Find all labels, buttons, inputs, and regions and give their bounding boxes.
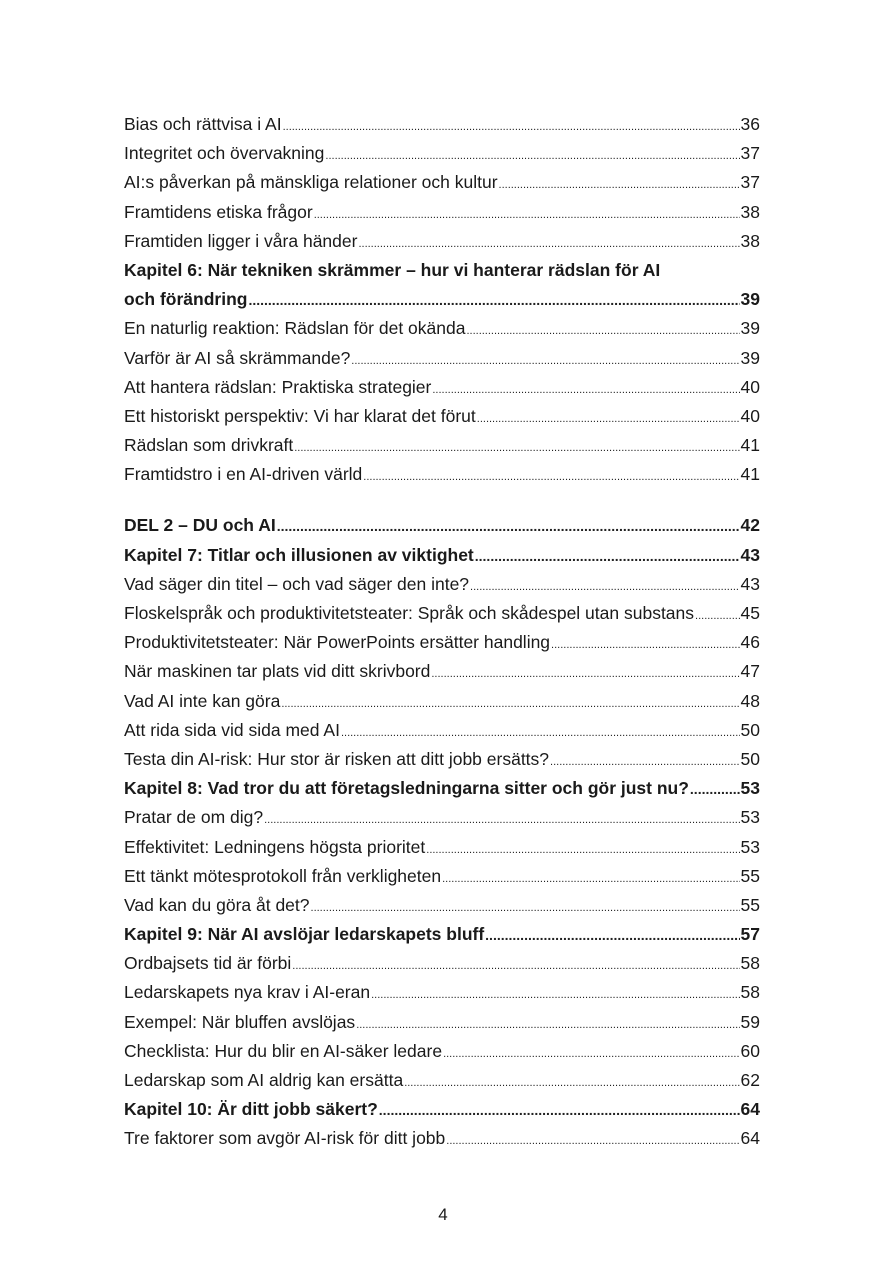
dot-leader <box>551 631 739 660</box>
toc-entry[interactable] <box>124 431 760 460</box>
toc-entry-page: 64 <box>740 1128 760 1149</box>
toc-entry-page: 53 <box>740 778 760 799</box>
toc-entry-page: 58 <box>740 982 760 1003</box>
dot-leader <box>371 981 739 1010</box>
dot-leader <box>690 775 740 804</box>
toc-entry-page: 41 <box>740 435 760 456</box>
toc-entry[interactable] <box>124 227 760 256</box>
dot-leader <box>294 434 739 463</box>
toc-chapter-entry[interactable] <box>124 541 760 570</box>
toc-section <box>124 511 760 1153</box>
toc-entry-title: DEL 2 – DU och AI <box>124 515 276 536</box>
toc-entry-title: Bias och rättvisa i AI <box>124 114 282 134</box>
toc-entry-title: Ledarskapets nya krav i AI-eran <box>124 982 371 1003</box>
toc-entry-page: 37 <box>740 143 760 164</box>
toc-entry-title: Ordbajsets tid är förbi <box>124 953 292 974</box>
toc-entry[interactable] <box>124 803 760 832</box>
toc-entry[interactable] <box>124 1008 760 1037</box>
toc-entry[interactable] <box>124 402 760 431</box>
dot-leader <box>325 142 739 171</box>
toc-entry[interactable] <box>124 168 760 197</box>
toc-entry-title: Framtiden ligger i våra händer <box>124 230 358 251</box>
toc-entry-title: Ett historiskt perspektiv: Vi har klarat det förut <box>124 405 476 426</box>
toc-entry-page: 40 <box>740 376 760 397</box>
dot-leader <box>264 806 739 835</box>
toc-entry-page: 41 <box>740 464 760 485</box>
toc-entry-title: Pratar de om dig? <box>124 807 264 828</box>
toc-entry-page: 39 <box>740 347 760 368</box>
dot-leader <box>446 1127 739 1156</box>
dot-leader <box>404 1069 739 1098</box>
toc-entry-title-line1: Kapitel 6: När tekniken skrämmer – hur vi hanterar rädslan för AI <box>124 259 661 280</box>
toc-entry-page: 46 <box>740 632 760 653</box>
toc-entry[interactable] <box>124 862 760 891</box>
toc-entry-title-line2: och förändring <box>124 289 248 310</box>
dot-leader <box>248 286 739 315</box>
dot-leader <box>358 230 739 259</box>
dot-leader <box>379 1096 740 1125</box>
toc-entry-title: Att rida sida vid sida med AI <box>124 719 340 740</box>
toc-entry-page: 40 <box>740 405 760 426</box>
toc-entry-page: 57 <box>740 924 760 945</box>
toc-entry-title: Vad AI inte kan göra <box>124 690 281 711</box>
toc-entry[interactable] <box>124 198 760 227</box>
toc-chapter-entry[interactable] <box>124 1095 760 1124</box>
toc-entry-title: Tre faktorer som avgör AI-risk för ditt jobb <box>124 1128 446 1149</box>
toc-entry[interactable] <box>124 1124 760 1153</box>
toc-entry-page: 38 <box>740 201 760 222</box>
toc-entry[interactable] <box>124 570 760 599</box>
table-of-contents <box>124 110 760 1154</box>
toc-entry-title: Testa din AI-risk: Hur stor är risken att ditt jobb ersätts? <box>124 748 550 769</box>
toc-entry-page: 50 <box>740 719 760 740</box>
toc-entry[interactable] <box>124 139 760 168</box>
dot-leader <box>550 748 740 777</box>
toc-entry[interactable] <box>124 1037 760 1066</box>
toc-entry-title: Ett tänkt mötesprotokoll från verkligheten <box>124 865 442 886</box>
dot-leader <box>443 1040 739 1069</box>
dot-leader <box>351 347 739 376</box>
toc-entry-page: 45 <box>740 603 760 623</box>
toc-chapter-entry[interactable] <box>124 511 760 540</box>
toc-entry-page: 59 <box>740 1011 760 1032</box>
dot-leader <box>695 602 740 631</box>
page-number: 4 <box>438 1205 448 1224</box>
dot-leader <box>314 201 740 230</box>
toc-entry-title: Kapitel 8: Vad tror du att företagsledningarna sitter och gör just nu? <box>124 778 689 799</box>
section-spacer <box>124 489 760 511</box>
toc-entry-page: 60 <box>740 1040 760 1061</box>
toc-entry-page: 58 <box>740 953 760 974</box>
toc-entry[interactable] <box>124 833 760 862</box>
dot-leader <box>485 921 739 950</box>
toc-entry-title: När maskinen tar plats vid ditt skrivbord <box>124 661 431 682</box>
toc-entry-page: 48 <box>740 690 760 711</box>
toc-entry-page: 42 <box>740 515 760 536</box>
toc-entry-title: Kapitel 7: Titlar och illusionen av viktighet <box>124 544 474 565</box>
dot-leader <box>292 952 739 981</box>
dot-leader <box>426 836 739 865</box>
toc-entry-title: Framtidstro i en AI-driven värld <box>124 464 363 485</box>
toc-entry-title: Produktivitetsteater: När PowerPoints ersätter handling <box>124 632 551 653</box>
toc-entry-title: AI:s påverkan på mänskliga relationer och kultur <box>124 172 498 193</box>
toc-entry-title: Ledarskap som AI aldrig kan ersätta <box>124 1070 404 1090</box>
toc-entry-page: 38 <box>740 230 760 251</box>
toc-entry[interactable] <box>124 657 760 686</box>
toc-entry-title: En naturlig reaktion: Rädslan för det okända <box>124 318 466 339</box>
dot-leader <box>470 573 739 602</box>
toc-entry-title: Exempel: När bluffen avslöjas <box>124 1011 356 1032</box>
toc-chapter-entry[interactable] <box>124 256 760 314</box>
toc-entry-title: Kapitel 10: Är ditt jobb säkert? <box>124 1099 378 1120</box>
toc-entry-page: 37 <box>740 172 760 193</box>
toc-entry[interactable] <box>124 599 760 628</box>
toc-entry-title: Framtidens etiska frågor <box>124 201 313 222</box>
toc-entry-title: Effektivitet: Ledningens högsta prioritet <box>124 836 426 857</box>
toc-entry-title: Vad kan du göra åt det? <box>124 894 310 915</box>
toc-entry-page: 50 <box>740 748 760 769</box>
toc-entry-title: Att hantera rädslan: Praktiska strategier <box>124 376 432 397</box>
toc-entry-page: 47 <box>740 661 760 682</box>
toc-chapter-entry[interactable] <box>124 920 760 949</box>
dot-leader <box>442 865 739 894</box>
toc-section <box>124 110 760 256</box>
dot-leader <box>277 512 740 541</box>
toc-entry-page: 43 <box>740 544 760 565</box>
toc-entry[interactable] <box>124 716 760 745</box>
toc-section <box>124 314 760 489</box>
toc-entry-page: 55 <box>740 894 760 915</box>
toc-chapter-entry[interactable] <box>124 774 760 803</box>
toc-entry-page: 39 <box>740 318 760 339</box>
dot-leader <box>356 1011 739 1040</box>
toc-entry-title: Floskelspråk och produktivitetsteater: Språk och skådespel utan substans <box>124 603 695 623</box>
toc-entry-title: Varför är AI så skrämmande? <box>124 347 351 368</box>
toc-entry-page: 55 <box>740 865 760 886</box>
toc-entry[interactable] <box>124 373 760 402</box>
toc-entry[interactable] <box>124 745 760 774</box>
dot-leader <box>432 376 739 405</box>
toc-entry[interactable] <box>124 687 760 716</box>
dot-leader <box>283 113 740 142</box>
toc-entry-page: 64 <box>740 1099 760 1120</box>
toc-entry[interactable] <box>124 1066 760 1095</box>
dot-leader <box>341 719 740 748</box>
toc-entry-page: 36 <box>740 114 760 134</box>
dot-leader <box>466 317 739 346</box>
dot-leader <box>477 405 740 434</box>
toc-entry[interactable] <box>124 344 760 373</box>
dot-leader <box>311 894 740 923</box>
toc-entry-page: 39 <box>740 289 760 310</box>
toc-entry-page: 62 <box>740 1070 760 1090</box>
dot-leader <box>281 690 739 719</box>
toc-entry[interactable] <box>124 110 760 139</box>
toc-entry[interactable] <box>124 628 760 657</box>
dot-leader <box>499 171 740 200</box>
toc-entry[interactable] <box>124 949 760 978</box>
dot-leader <box>363 463 739 492</box>
toc-entry[interactable] <box>124 891 760 920</box>
toc-entry-title: Rädslan som drivkraft <box>124 435 294 456</box>
dot-leader <box>475 542 740 571</box>
toc-entry[interactable] <box>124 978 760 1007</box>
toc-entry-title: Kapitel 9: När AI avslöjar ledarskapets bluff <box>124 924 485 945</box>
toc-entry-title: Vad säger din titel – och vad säger den inte? <box>124 573 470 594</box>
dot-leader <box>431 660 739 689</box>
toc-entry[interactable] <box>124 460 760 489</box>
toc-entry[interactable] <box>124 314 760 343</box>
toc-entry-title: Integritet och övervakning <box>124 143 325 164</box>
toc-entry-page: 53 <box>740 807 760 828</box>
toc-entry-title: Checklista: Hur du blir en AI-säker ledare <box>124 1040 443 1061</box>
toc-entry-page: 53 <box>740 836 760 857</box>
toc-entry-page: 43 <box>740 573 760 594</box>
